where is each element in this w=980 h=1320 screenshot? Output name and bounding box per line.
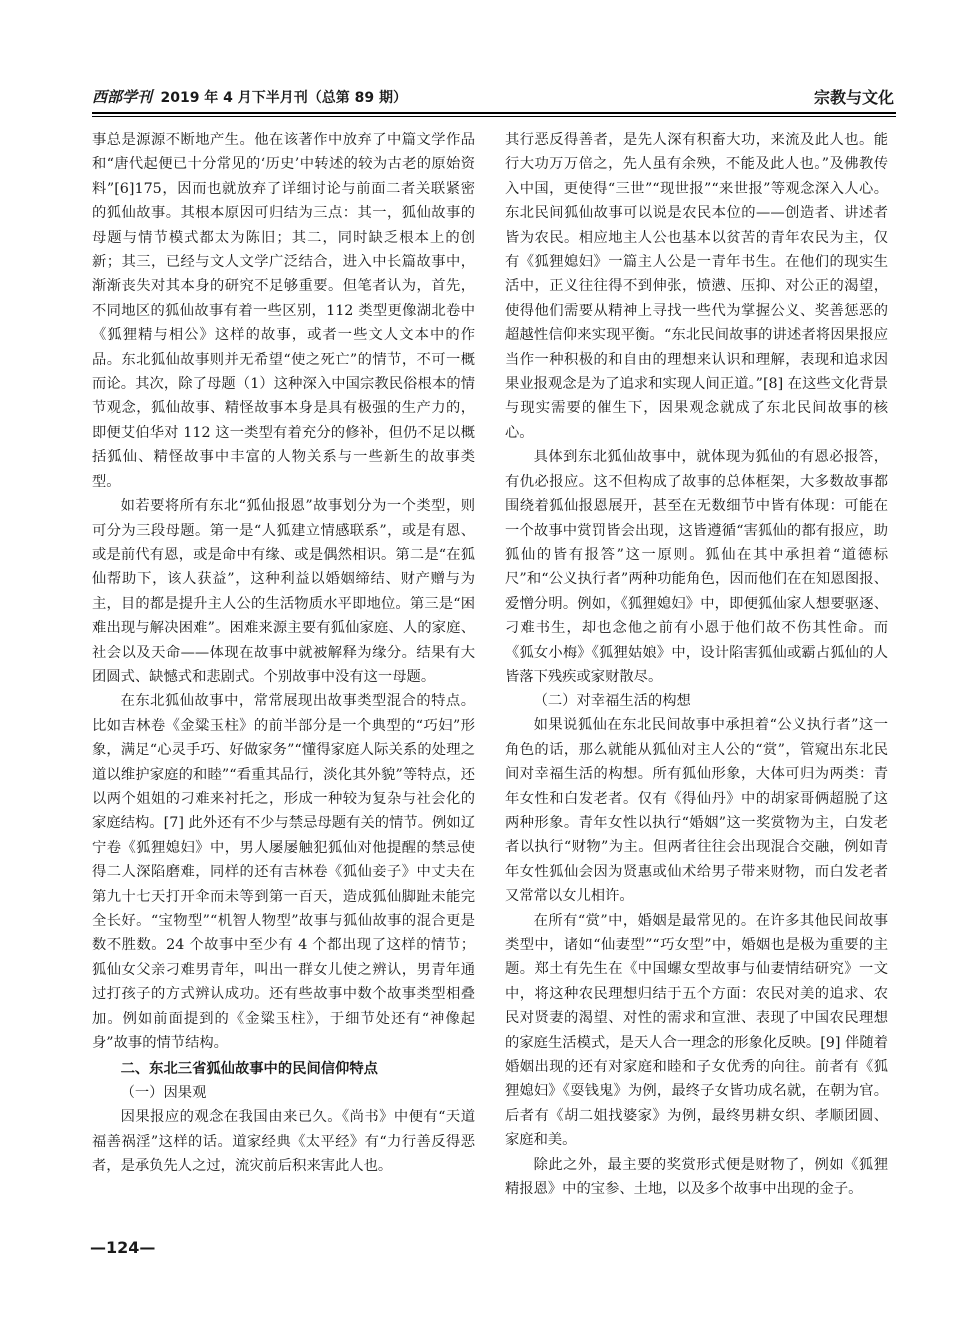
paragraph: 事总是源源不断地产生。他在该著作中放弃了中篇文学作品和“唐代起便已十分常见的‘历史’中转述的较为古老的原始资料”[6]175，因而也就放弃了详细讨论与前面二者关联紧密的狐仙故事。其根本原因可归结为三点：其一，狐仙故事的母题与情节模式都太为陈旧；其二，同时缺乏根本上的创新；其三，已经与文人文学广泛结合，进入中长篇故事中，渐渐丧失对其本身的研究不足够重要。但笔者认为，首先，不同地区的狐仙故事有着一些区别，112 类型更像湖北卷中《狐狸精与相公》这样的故事，或者一些文人文本中的作品。东北狐仙故事则并无希望“使之死亡”的情节，不可一概而论。其次，除了母题（1）这种深入中国宗教民俗根本的情节观念，狐仙故事、精怪故事本身是具有极强的生产力的，即便艾伯华对 112 这一类型有着充分的修补，但仍不足以概括狐仙、精怪故事中丰富的人物关系与一些新生的故事类型。 — [92, 132, 475, 490]
paragraph: 如果说狐仙在东北民间故事中承担着“公义执行者”这一角色的话，那么就能从狐仙对主人公的“赏”，管窥出东北民间对幸福生活的构想。所有狐仙形象，大体可归为两类：青年女性和白发老者。仅有《得仙丹》中的胡家哥俩超脱了这两种形象。青年女性以执行“婚姻”这一奖赏物为主，白发老者以执行“财物”为主。但两者往往会出现混合交融，例如青年女性狐仙会因为贤惠或仙术给男子带来财物，而白发老者又常常以女儿相许。 — [505, 717, 888, 905]
section-title: 宗教与文化 — [813, 88, 894, 107]
journal-info — [92, 86, 407, 107]
subsection-heading: （二）对幸福生活的构想 — [533, 693, 691, 710]
page-number: —124— — [90, 1238, 156, 1257]
paragraph: 在东北狐仙故事中，常常展现出故事类型混合的特点。比如吉林卷《金粱玉柱》的前半部分是一个典型的“巧妇”形象，满足“心灵手巧、好做家务”“懂得家庭人际关系的处理之道以维护家庭的和睦”“看重其品行，淡化其外貌”等特点，还以两个姐姐的刁难来衬托之，形成一种较为复杂与社会化的家庭结构。[7] 此外还有不少与禁忌母题有关的情节。例如辽宁卷《狐狸媳妇》中，男人屡屡触犯狐仙对他提醒的禁忌使得二人深陷磨难，同样的还有吉林卷《狐仙妾子》中丈夫在第九十七天打开伞而未等到第一百天，造成狐仙脚趾未能完全长好。“宝物型”“机智人物型”故事与狐仙故事的混合更是数不胜数。24 个故事中至少有 4 个都出现了这样的情节；狐仙女父亲刁难男青年，叫出一群女儿使之辨认，男青年通过打孩子的方式辨认成功。还有些故事中数个故事类型相叠加。例如前面提到的《金粱玉柱》，于细节处还有“神像起身”故事的情节结构。 — [92, 693, 475, 1052]
left-column — [92, 128, 475, 1179]
paragraph: 具体到东北狐仙故事中，就体现为狐仙的有恩必报答，有仇必报应。这不但构成了故事的总体框架，大多数故事都围绕着狐仙报恩展开，甚至在无数细节中皆有体现：可能在一个故事中赏罚皆会出现，这皆遵循“害狐仙的都有报应，助狐仙的皆有报答”这一原则。狐仙在其中承担着“道德标尺”和“公义执行者”两种功能角色，因而他们在在知恩图报、爱憎分明。例如，《狐狸媳妇》中，即便狐仙家人想要驱逐、刁难书生，却也念他之前有小恩于他们故不伤其性命。而《狐女小梅》《狐狸姑娘》中，设计陷害狐仙或霸占狐仙的人皆落下残疾或家财散尽。 — [505, 449, 888, 685]
paragraph: 因果报应的观念在我国由来已久。《尚书》中便有“天道福善祸淫”这样的话。道家经典《太平经》有“力行善反得恶者，是承负先人之过，流灾前后积来害此人也。 — [92, 1109, 475, 1175]
running-header — [92, 74, 896, 114]
paragraph: 在所有“赏”中，婚姻是最常见的。在许多其他民间故事类型中，诸如“仙妻型”“巧女型”中，婚姻也是极为重要的主题。郑土有先生在《中国螺女型故事与仙妻情结研究》一文中，将这种农民理想归结于五个方面：农民对美的追求、农民对贤妻的渴望、对性的需求和宣泄、表现了中国农民理想的家庭生活模式，是天人合一理念的形象化反映。[9] 伴随着婚姻出现的还有对家庭和睦和子女优秀的向往。前者有《狐狸媳妇》《耍钱鬼》为例，最终子女皆功成名就，在朝为官。后者有《胡二姐找婆家》为例，最终男耕女织、孝顺团圆、家庭和美。 — [505, 912, 888, 1149]
right-column — [505, 128, 888, 1201]
section-heading: 二、东北三省狐仙故事中的民间信仰特点 — [120, 1061, 378, 1078]
paragraph: 其行恶反得善者，是先人深有积畜大功，来流及此人也。能行大功万万倍之，先人虽有余殃，不能及此人也。”及佛教传入中国，更使得“三世”“现世报”“来世报”等观念深入人心。东北民间狐仙故事可以说是农民本位的——创造者、讲述者皆为农民。相应地主人公也基本以贫苦的青年农民为主，仅有《狐狸媳妇》一篇主人公是一青年书生。在他们的现实生活中，正义往往得不到伸张，愤懑、压抑、对公正的渴望，使得他们需要从精神上寻找一些代为掌握公义、奖善惩恶的超越性信仰来实现平衡。“东北民间故事的讲述者将因果报应当作一种积极的和自由的理想来认识和理解，表现和追求因果业报观念是为了追求和实现人间正道。”[8] 在这些文化背景与现实需要的催生下，因果观念就成了东北民间故事的核心。 — [505, 132, 888, 441]
paragraph: 如若要将所有东北“狐仙报恩”故事划分为一个类型，则可分为三段母题。第一是“人狐建立情感联系”，或是有恩、或是前代有恩，或是命中有缘、或是偶然相识。第二是“在狐仙帮助下，该人获益”，这种利益以婚姻缔结、财产赠与为主，目的都是提升主人公的生活物质水平即地位。第三是“困难出现与解决困难”。困难来源主要有狐仙家庭、人的家庭、社会以及天命——体现在故事中就被解释为缘分。结果有大团圆式、缺憾式和悲剧式。个别故事中没有这一母题。 — [92, 498, 475, 685]
subsection-heading: （一）因果观 — [120, 1085, 207, 1102]
issue-info: 2019 年 4 月下半月刊（总第 89 期） — [160, 90, 408, 106]
journal-logo: 西部学刊 — [92, 88, 153, 106]
header-rule-thin — [92, 116, 896, 117]
header-rule-thick — [92, 112, 896, 114]
paragraph: 除此之外，最主要的奖赏形式便是财物了，例如《狐狸精报恩》中的宝参、土地，以及多个故事中出现的金子。 — [505, 1156, 888, 1198]
